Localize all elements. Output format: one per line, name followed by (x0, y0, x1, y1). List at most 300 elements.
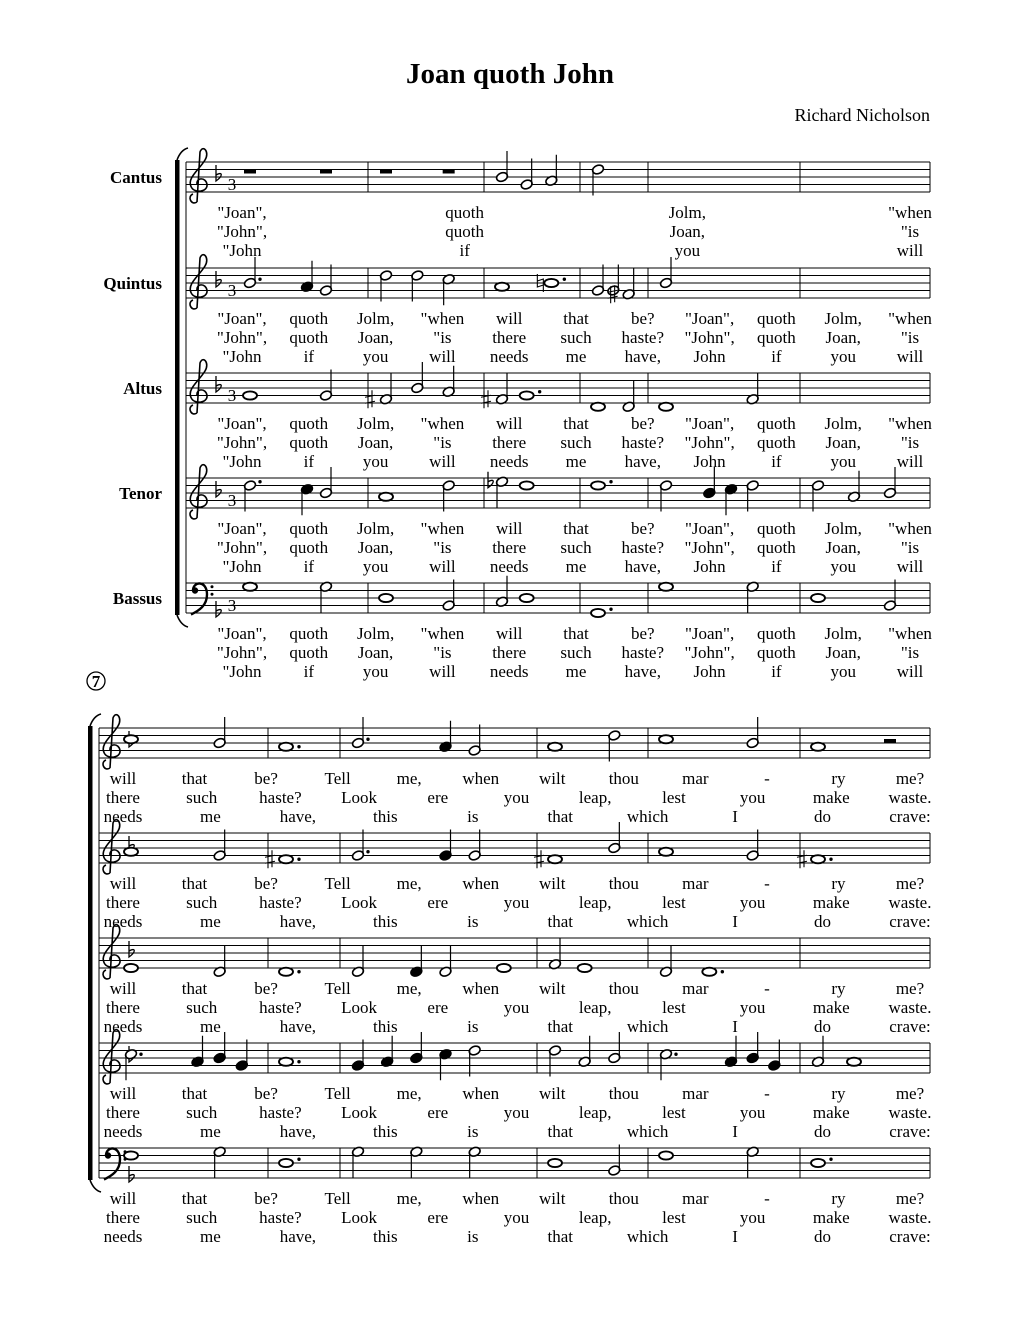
lyric-word: "when (420, 519, 465, 538)
lyric-word: me (565, 452, 587, 471)
lyric-word: that (181, 1189, 208, 1208)
lyric-word: Tell (324, 874, 351, 893)
sharp-sign-icon (797, 850, 807, 868)
lyric-word: needs (489, 452, 529, 471)
lyric-word: is (467, 1017, 479, 1036)
lyric-word: Joan, (357, 538, 394, 557)
note (520, 390, 542, 400)
note (379, 594, 393, 602)
note (811, 480, 824, 512)
lyric-word: John (693, 452, 726, 471)
lyric-word: me (565, 347, 587, 366)
lyric-word: Tell (324, 769, 351, 788)
note (124, 848, 138, 856)
lyric-word: Jolm, (668, 203, 706, 222)
lyric-word: that (547, 807, 573, 826)
lyric-word: have, (624, 452, 661, 471)
note (213, 1032, 226, 1064)
lyric-word: wilt (539, 769, 566, 788)
lyric-word: Jolm, (824, 624, 862, 643)
lyric-word: you (674, 241, 701, 260)
lyric-word: is (467, 912, 479, 931)
lyric-word: ry (831, 1189, 846, 1208)
lyric-word: "is (433, 538, 452, 557)
lyric-word: will (429, 452, 456, 471)
lyric-word: "when (420, 414, 465, 433)
note (591, 265, 604, 297)
note (659, 403, 673, 411)
lyric-word: mar (682, 979, 709, 998)
staff-altus (123, 360, 932, 471)
note (659, 257, 672, 289)
lyric-word: you (739, 1208, 766, 1227)
lyric-word: lest (662, 1103, 686, 1122)
note (243, 391, 257, 399)
lyric-word: "is (900, 433, 920, 452)
bass-clef-icon (191, 583, 214, 614)
lyric-word: Tell (324, 1084, 351, 1103)
lyric-word: John (693, 662, 726, 681)
lyric-word: Jolm, (356, 309, 395, 328)
lyric-word: leap, (578, 1103, 612, 1122)
lyric-word: I (732, 912, 738, 931)
lyric-word: there (106, 1103, 140, 1122)
lyric-word: will (495, 624, 523, 643)
lyric-word: quoth (445, 203, 485, 222)
lyric-word: that (181, 769, 208, 788)
lyric-word: needs (103, 807, 143, 826)
lyric-word: do (814, 1122, 832, 1141)
note (442, 273, 455, 305)
lyric-word: you (362, 347, 389, 366)
lyric-word: such (560, 433, 592, 452)
system-bracket (175, 160, 180, 615)
lyric-word: me, (396, 1189, 422, 1208)
lyric-word: thou (608, 979, 639, 998)
note (578, 964, 592, 972)
lyric-word: mar (682, 1189, 709, 1208)
lyric-word: Jolm, (356, 624, 395, 643)
sharp-sign-icon (481, 390, 491, 408)
lyric-word: - (764, 1084, 770, 1103)
lyric-word: be? (254, 979, 278, 998)
lyric-word: Joan, (825, 538, 861, 557)
note (797, 850, 833, 868)
lyric-word: quoth (289, 519, 329, 538)
note (351, 1146, 364, 1178)
whole-rest (380, 170, 392, 174)
lyric-word: me, (396, 1084, 422, 1103)
note (746, 1032, 759, 1064)
lyric-word: needs (103, 1122, 143, 1141)
lyric-word: mar (682, 769, 709, 788)
lyric-word: when (462, 769, 500, 788)
note (495, 576, 508, 608)
lyric-word: you (739, 998, 766, 1017)
lyric-word: there (492, 328, 527, 347)
lyric-word: that (563, 414, 589, 433)
lyric-word: crave: (889, 1122, 931, 1141)
lyrics (217, 519, 933, 576)
lyric-word: "John (222, 347, 262, 366)
lyric-word: that (563, 624, 589, 643)
lyric-word: such (186, 893, 218, 912)
staff-voice-5 (99, 1145, 931, 1247)
lyric-word: which (626, 807, 669, 826)
note (213, 830, 226, 862)
lyric-word: this (373, 1122, 398, 1141)
lyric-word: haste? (621, 643, 665, 662)
note (319, 581, 332, 613)
lyric-word: crave: (889, 912, 931, 931)
lyric-word: "Joan", (217, 203, 267, 222)
note (300, 483, 313, 515)
lyric-word: this (373, 912, 398, 931)
lyric-word: ere (427, 1208, 449, 1227)
system-1 (103, 148, 932, 681)
lyric-word: make (812, 1208, 850, 1227)
note (243, 480, 261, 512)
time-signature: 3 (227, 386, 237, 405)
lyric-word: be? (254, 1189, 278, 1208)
lyric-word: "Joan", (684, 624, 735, 643)
lyric-word: have, (624, 557, 661, 576)
system-bracket (88, 726, 93, 1180)
lyric-word: thou (608, 1189, 639, 1208)
lyric-word: is (467, 1122, 479, 1141)
lyric-word: such (560, 538, 592, 557)
lyric-word: quoth (289, 309, 329, 328)
note (213, 1146, 226, 1178)
note (319, 467, 332, 499)
lyric-word: "when (420, 309, 465, 328)
note (411, 362, 424, 394)
lyric-word: "is (900, 643, 920, 662)
note (746, 717, 759, 749)
note (468, 1045, 481, 1077)
note (591, 164, 604, 196)
lyric-word: be? (631, 309, 655, 328)
lyric-word: do (814, 1227, 832, 1246)
lyric-word: will (896, 347, 924, 366)
lyric-word: have, (279, 1122, 317, 1141)
note (768, 1040, 781, 1072)
lyric-word: me (565, 662, 587, 681)
note (724, 1036, 737, 1068)
note (300, 261, 313, 293)
lyric-word: this (373, 1227, 398, 1246)
note (578, 1036, 591, 1068)
lyric-word: Look (341, 1103, 378, 1122)
lyric-word: make (812, 998, 850, 1017)
lyric-word: you (830, 347, 856, 366)
lyric-word: if (303, 557, 314, 576)
note (659, 735, 673, 743)
lyric-word: which (626, 1227, 669, 1246)
lyric-word: you (830, 452, 856, 471)
note (124, 964, 138, 972)
lyric-word: ere (427, 893, 449, 912)
lyric-word: that (181, 874, 208, 893)
lyric-word: quoth (289, 414, 329, 433)
staff-voice-4 (99, 1030, 931, 1141)
note (883, 580, 896, 612)
lyric-word: wilt (539, 979, 566, 998)
system-2 (87, 672, 931, 1246)
lyric-word: have, (279, 807, 317, 826)
half-rest (884, 739, 896, 743)
note (746, 373, 759, 405)
lyric-word: needs (103, 1227, 143, 1246)
lyric-word: ry (831, 979, 846, 998)
note (520, 159, 533, 191)
lyric-word: haste? (259, 788, 302, 807)
note (351, 830, 369, 862)
note (548, 1159, 562, 1167)
key-signature-flat-icon (216, 271, 221, 287)
lyric-word: you (503, 998, 530, 1017)
lyric-word: leap, (578, 998, 612, 1017)
voice-label: Quintus (103, 274, 162, 293)
note (468, 725, 481, 757)
note (279, 1058, 301, 1066)
lyric-word: "John", (216, 222, 268, 241)
lyric-word: "Joan", (217, 519, 267, 538)
score-title: Joan quoth John (406, 58, 614, 90)
lyric-word: be? (254, 769, 278, 788)
lyric-word: that (181, 979, 208, 998)
note (380, 1036, 393, 1068)
lyric-word: you (503, 1208, 530, 1227)
lyric-word: do (814, 1017, 832, 1036)
lyric-word: needs (103, 1017, 143, 1036)
lyric-word: "when (888, 203, 932, 222)
note (545, 155, 558, 187)
lyric-word: lest (662, 788, 686, 807)
lyric-word: wilt (539, 1084, 566, 1103)
lyric-word: is (467, 807, 479, 826)
treble-clef-icon (190, 360, 207, 414)
lyric-word: - (764, 874, 770, 893)
lyric-word: "is (433, 328, 452, 347)
lyric-word: ry (831, 769, 846, 788)
lyric-word: Joan, (669, 222, 706, 241)
lyric-word: I (732, 1227, 738, 1246)
lyric-word: such (186, 1103, 218, 1122)
staff-cantus (110, 149, 932, 260)
lyric-word: ry (831, 874, 846, 893)
lyric-word: will (896, 662, 924, 681)
voice-label: Altus (123, 379, 162, 398)
lyric-word: there (106, 1208, 140, 1227)
lyric-word: that (547, 1122, 573, 1141)
lyric-word: such (560, 643, 592, 662)
lyric-word: Tell (324, 979, 351, 998)
note (410, 1032, 423, 1064)
lyric-word: haste? (259, 1103, 302, 1122)
lyric-word: there (492, 643, 527, 662)
treble-clef-icon (190, 255, 207, 309)
note (124, 735, 138, 743)
lyric-word: me (565, 557, 587, 576)
voice-label: Tenor (119, 484, 162, 503)
lyric-word: have, (279, 1227, 317, 1246)
lyric-word: wilt (539, 1189, 566, 1208)
note (746, 480, 759, 512)
lyric-word: Tell (324, 1189, 351, 1208)
lyric-word: such (186, 998, 218, 1017)
note (703, 467, 716, 499)
note (520, 481, 534, 489)
lyric-word: "Joan", (684, 519, 735, 538)
lyric-word: Look (341, 788, 378, 807)
treble-clef-icon (103, 820, 120, 874)
lyrics (217, 624, 933, 681)
sharp-sign-icon (534, 850, 544, 868)
lyric-word: make (812, 1103, 850, 1122)
measure-number-label: 7 (91, 672, 101, 691)
note (279, 968, 301, 976)
lyric-word: wilt (539, 874, 566, 893)
lyric-word: me (200, 1017, 221, 1036)
lyric-word: "when (888, 309, 932, 328)
staff-voice-2 (99, 820, 931, 931)
note (746, 581, 759, 613)
lyric-word: there (492, 433, 527, 452)
whole-rest (320, 170, 332, 174)
lyric-word: you (362, 452, 389, 471)
lyric-word: ere (427, 1103, 449, 1122)
lyric-word: "Joan", (684, 309, 735, 328)
lyrics (104, 769, 932, 826)
lyric-word: you (503, 1103, 530, 1122)
note (746, 830, 759, 862)
note (811, 743, 825, 751)
note (468, 1146, 481, 1178)
lyric-word: me, (396, 874, 422, 893)
note (591, 608, 613, 618)
lyric-word: thou (608, 1084, 639, 1103)
note (608, 1145, 621, 1177)
lyric-word: make (812, 893, 850, 912)
composer-name: Richard Nicholson (794, 105, 930, 125)
lyric-word: do (814, 912, 832, 931)
lyric-word: me (200, 807, 221, 826)
lyric-word: you (739, 788, 766, 807)
lyric-word: - (764, 979, 770, 998)
lyric-word: quoth (757, 624, 796, 643)
lyric-word: Joan, (357, 328, 394, 347)
time-signature: 3 (227, 491, 237, 510)
note (265, 850, 301, 868)
note (702, 968, 724, 976)
lyric-word: there (106, 893, 140, 912)
lyric-word: will (109, 1189, 137, 1208)
note (548, 743, 562, 751)
treble-clef-icon (190, 149, 207, 203)
note (319, 265, 332, 297)
note (811, 1036, 824, 1068)
treble-clef-icon (103, 715, 120, 769)
sharp-sign-icon (265, 850, 275, 868)
note (439, 1048, 452, 1080)
lyric-word: if (303, 662, 314, 681)
note (622, 381, 635, 413)
note (411, 270, 424, 302)
note (495, 283, 509, 291)
lyric-word: needs (489, 347, 529, 366)
lyric-word: Jolm, (356, 519, 395, 538)
note (213, 717, 226, 749)
lyric-word: haste? (621, 433, 665, 452)
staff-bassus (113, 576, 933, 681)
lyric-word: "John (222, 241, 262, 260)
lyric-word: Look (341, 998, 378, 1017)
note (883, 467, 896, 499)
lyric-word: "Joan", (217, 309, 267, 328)
lyric-word: will (109, 1084, 137, 1103)
lyric-word: is (467, 1227, 479, 1246)
lyric-word: quoth (289, 433, 329, 452)
lyric-word: waste. (888, 998, 932, 1017)
lyric-word: "when (420, 624, 465, 643)
lyric-word: I (732, 1122, 738, 1141)
lyrics (104, 1084, 932, 1141)
lyric-word: "is (433, 433, 452, 452)
lyric-word: Jolm, (824, 519, 862, 538)
note (351, 1040, 364, 1072)
lyric-word: haste? (621, 328, 665, 347)
note (279, 743, 301, 751)
lyric-word: "John", (216, 538, 268, 557)
lyric-word: "is (900, 328, 920, 347)
bass-clef-icon (104, 1148, 127, 1179)
lyric-word: that (547, 1017, 573, 1036)
lyric-word: leap, (578, 788, 612, 807)
voice-label: Cantus (110, 168, 162, 187)
lyric-word: you (830, 557, 856, 576)
lyric-word: will (896, 241, 924, 260)
lyric-word: haste? (259, 1208, 302, 1227)
lyric-word: that (563, 309, 589, 328)
lyric-word: haste? (259, 893, 302, 912)
note (351, 946, 364, 978)
lyric-word: will (495, 309, 523, 328)
lyric-word: "when (888, 519, 932, 538)
note (351, 717, 369, 749)
sharp-sign-icon (365, 390, 375, 408)
lyric-word: me? (895, 1084, 925, 1103)
lyric-word: "Joan", (217, 624, 267, 643)
lyric-word: when (462, 979, 500, 998)
lyric-word: which (626, 912, 669, 931)
lyric-word: quoth (289, 624, 329, 643)
lyric-word: me, (396, 769, 422, 788)
lyric-word: you (739, 1103, 766, 1122)
lyric-word: ere (427, 998, 449, 1017)
measure-number (87, 672, 105, 691)
whole-rest (244, 170, 256, 174)
key-signature-flat-icon (216, 165, 221, 181)
lyric-word: Look (341, 1208, 378, 1227)
lyrics (217, 203, 933, 260)
lyric-word: if (771, 452, 782, 471)
note (243, 257, 261, 289)
lyric-word: be? (631, 414, 655, 433)
lyrics (104, 874, 932, 931)
note (379, 493, 393, 501)
lyric-word: there (106, 788, 140, 807)
